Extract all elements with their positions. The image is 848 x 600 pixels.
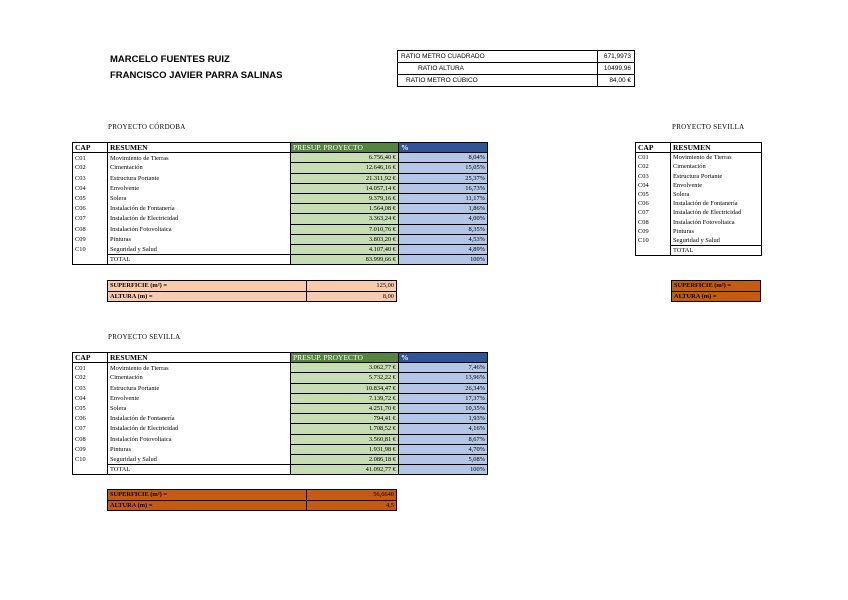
cap-cell: C03 [73,383,108,393]
cap-cell: C01 [73,363,108,373]
ratio-label: RATIO ALTURA [398,63,598,75]
header-resumen: RESUMEN [671,143,762,153]
altura-value: 4,5 [307,500,397,511]
table-row [636,162,762,171]
superficie-value: 56,6640 [307,490,397,501]
header-presup: PRESUP. PROYECTO [291,353,399,363]
table-header-row [73,353,488,363]
total-row [636,246,762,256]
table-row [636,190,762,199]
pct-cell: 8,67% [399,434,488,444]
superficie-label: SUPERFICIE (m²) = [108,281,307,292]
table-row [636,227,762,236]
table-row [73,214,488,224]
presup-cell: 2.086,18 € [291,454,399,464]
cap-cell: C08 [73,434,108,444]
presup-cell: 3.062,77 € [291,363,399,373]
resumen-cell: Solera [108,193,291,203]
presup-cell: 4.251,70 € [291,403,399,413]
superficie-label: SUPERFICIE (m²) = [672,281,761,292]
resumen-cell: Movimiento de Tierras [108,153,291,163]
resumen-cell: Instalación Fotovoltaica [671,218,762,227]
header-resumen: RESUMEN [108,143,291,153]
ratio-row [398,63,635,75]
cap-cell: C10 [73,454,108,464]
resumen-cell: Seguridad y Salud [108,244,291,254]
altura-label: ALTURA (m) = [672,291,761,302]
altura-row [108,291,397,302]
superficie-value: 125,00 [307,281,397,292]
resumen-cell: Envolvente [671,181,762,190]
cap-cell: C02 [73,163,108,173]
pct-cell: 16,73% [399,183,488,193]
presup-cell: 1.708,52 € [291,424,399,434]
pct-cell: 4,89% [399,244,488,254]
table-row [73,403,488,413]
table-row [636,172,762,181]
cap-cell: C03 [73,173,108,183]
total-presup: 83.999,66 € [291,255,399,265]
resumen-cell: Instalación Fotovoltaica [108,224,291,234]
presup-cell: 3.363,24 € [291,214,399,224]
total-pct: 100% [399,255,488,265]
cap-cell: C06 [73,204,108,214]
ratio-row [398,51,635,63]
resumen-cell: Instalación de Fontanería [108,414,291,424]
presup-cell: 10.834,47 € [291,383,399,393]
author-name: FRANCISCO JAVIER PARRA SALINAS [110,70,283,81]
budget-table-sevilla [72,352,488,475]
cap-cell: C08 [73,224,108,234]
pct-cell: 8,35% [399,224,488,234]
presup-cell: 1.931,98 € [291,444,399,454]
superficie-box-sevilla [107,489,397,511]
total-row [73,255,488,265]
ratio-label: RATIO METRO CUADRADO [398,51,598,63]
pct-cell: 1,93% [399,414,488,424]
resumen-cell: Seguridad y Salud [108,454,291,464]
table-row [73,414,488,424]
superficie-row [672,281,761,292]
pct-cell: 26,34% [399,383,488,393]
budget-table-sevilla-right [635,142,762,256]
cap-cell [636,246,671,256]
pct-cell: 1,86% [399,204,488,214]
resumen-cell: Instalación de Electricidad [108,424,291,434]
pct-cell: 5,08% [399,454,488,464]
cap-cell: C07 [636,208,671,217]
pct-cell: 4,53% [399,234,488,244]
cap-cell: C07 [73,424,108,434]
cap-cell: C09 [73,234,108,244]
table-row [73,244,488,254]
cap-cell: C04 [73,183,108,193]
ratio-row [398,75,635,87]
header-pct: % [399,353,488,363]
ratio-value: 10499,96 [598,63,635,75]
table-row [636,199,762,208]
presup-cell: 5.732,22 € [291,373,399,383]
cap-cell [73,465,108,475]
altura-row [108,500,397,511]
resumen-cell: Movimiento de Tierras [671,153,762,163]
presup-cell: 21.311,92 € [291,173,399,183]
table-header-row [73,143,488,153]
cap-cell: C01 [73,153,108,163]
table-header-row [636,143,762,153]
cap-cell: C05 [73,193,108,203]
resumen-cell: Instalación de Electricidad [671,208,762,217]
presup-cell: 12.646,16 € [291,163,399,173]
table-row [636,218,762,227]
resumen-cell: Estructura Portante [671,172,762,181]
table-row [73,434,488,444]
resumen-cell: Pinturas [108,444,291,454]
table-row [73,444,488,454]
total-presup: 41.092,77 € [291,465,399,475]
total-pct: 100% [399,465,488,475]
cap-cell: C02 [636,162,671,171]
cap-cell: C06 [636,199,671,208]
total-row [73,465,488,475]
pct-cell: 10,35% [399,403,488,413]
table-row [636,181,762,190]
cap-cell: C09 [73,444,108,454]
superficie-row [108,490,397,501]
presup-cell: 1.564,08 € [291,204,399,214]
header-resumen: RESUMEN [108,353,291,363]
resumen-cell: Seguridad y Salud [671,236,762,246]
table-row [73,383,488,393]
pct-cell: 4,70% [399,444,488,454]
superficie-row [108,281,397,292]
cap-cell: C09 [636,227,671,236]
resumen-cell: Solera [108,403,291,413]
table-row [73,193,488,203]
resumen-cell: Instalación Fotovoltaica [108,434,291,444]
table-row [636,208,762,217]
resumen-cell: Instalación de Electricidad [108,214,291,224]
budget-table-cordoba [72,142,488,265]
ratio-table [397,50,635,87]
presup-cell: 794,41 € [291,414,399,424]
cap-cell: C03 [636,172,671,181]
cap-cell: C07 [73,214,108,224]
header-cap: CAP [73,143,108,153]
altura-value: 8,00 [307,291,397,302]
table-row [73,224,488,234]
table-row [73,204,488,214]
altura-label: ALTURA (m) = [108,500,307,511]
presup-cell: 9.379,16 € [291,193,399,203]
resumen-cell: Instalación de Fontanería [671,199,762,208]
table-row [73,183,488,193]
resumen-cell: Envolvente [108,183,291,193]
resumen-cell: Movimiento de Tierras [108,363,291,373]
table-row [73,234,488,244]
pct-cell: 8,04% [399,153,488,163]
total-label: TOTAL [671,246,762,256]
author-name: MARCELO FUENTES RUIZ [110,54,230,65]
resumen-cell: Cimentación [108,163,291,173]
pct-cell: 15,05% [399,163,488,173]
pct-cell: 4,00% [399,214,488,224]
table-row [73,373,488,383]
header-pct: % [399,143,488,153]
cap-cell: C01 [636,153,671,163]
ratio-label: RATIO METRO CÚBICO [398,75,598,87]
section-title-cordoba: PROYECTO CÓRDOBA [108,123,186,131]
table-row [73,363,488,373]
altura-label: ALTURA (m) = [108,291,307,302]
cap-cell: C04 [73,393,108,403]
resumen-cell: Solera [671,190,762,199]
table-row [73,153,488,163]
cap-cell: C06 [73,414,108,424]
section-title-sevilla: PROYECTO SEVILLA [108,333,181,341]
presup-cell: 7.139,72 € [291,393,399,403]
resumen-cell: Estructura Portante [108,383,291,393]
pct-cell: 17,37% [399,393,488,403]
presup-cell: 3.803,20 € [291,234,399,244]
presup-cell: 3.560,81 € [291,434,399,444]
header-presup: PRESUP. PROYECTO [291,143,399,153]
header-cap: CAP [636,143,671,153]
table-row [636,153,762,163]
presup-cell: 6.756,40 € [291,153,399,163]
cap-cell: C02 [73,373,108,383]
table-row [73,454,488,464]
table-row [73,424,488,434]
header-cap: CAP [73,353,108,363]
resumen-cell: Pinturas [671,227,762,236]
resumen-cell: Envolvente [108,393,291,403]
pct-cell: 7,46% [399,363,488,373]
superficie-label: SUPERFICIE (m²) = [108,490,307,501]
table-row [73,173,488,183]
resumen-cell: Instalación de Fontanería [108,204,291,214]
cap-cell: C08 [636,218,671,227]
table-row [73,163,488,173]
cap-cell [73,255,108,265]
table-row [636,236,762,246]
table-row [73,393,488,403]
cap-cell: C04 [636,181,671,190]
presup-cell: 14.057,14 € [291,183,399,193]
cap-cell: C05 [73,403,108,413]
pct-cell: 11,17% [399,193,488,203]
resumen-cell: Pinturas [108,234,291,244]
pct-cell: 4,16% [399,424,488,434]
pct-cell: 13,96% [399,373,488,383]
superficie-box-sevilla-right [671,280,761,302]
resumen-cell: Cimentación [671,162,762,171]
cap-cell: C10 [636,236,671,246]
total-label: TOTAL [108,465,291,475]
total-label: TOTAL [108,255,291,265]
presup-cell: 4.107,40 € [291,244,399,254]
superficie-box-cordoba [107,280,397,302]
altura-row [672,291,761,302]
cap-cell: C05 [636,190,671,199]
resumen-cell: Cimentación [108,373,291,383]
ratio-value: 84,00 € [598,75,635,87]
cap-cell: C10 [73,244,108,254]
ratio-value: 671,9973 [598,51,635,63]
resumen-cell: Estructura Portante [108,173,291,183]
presup-cell: 7.010,76 € [291,224,399,234]
pct-cell: 25,37% [399,173,488,183]
section-title-sevilla-right: PROYECTO SEVILLA [672,123,745,131]
authors-block [110,52,282,84]
